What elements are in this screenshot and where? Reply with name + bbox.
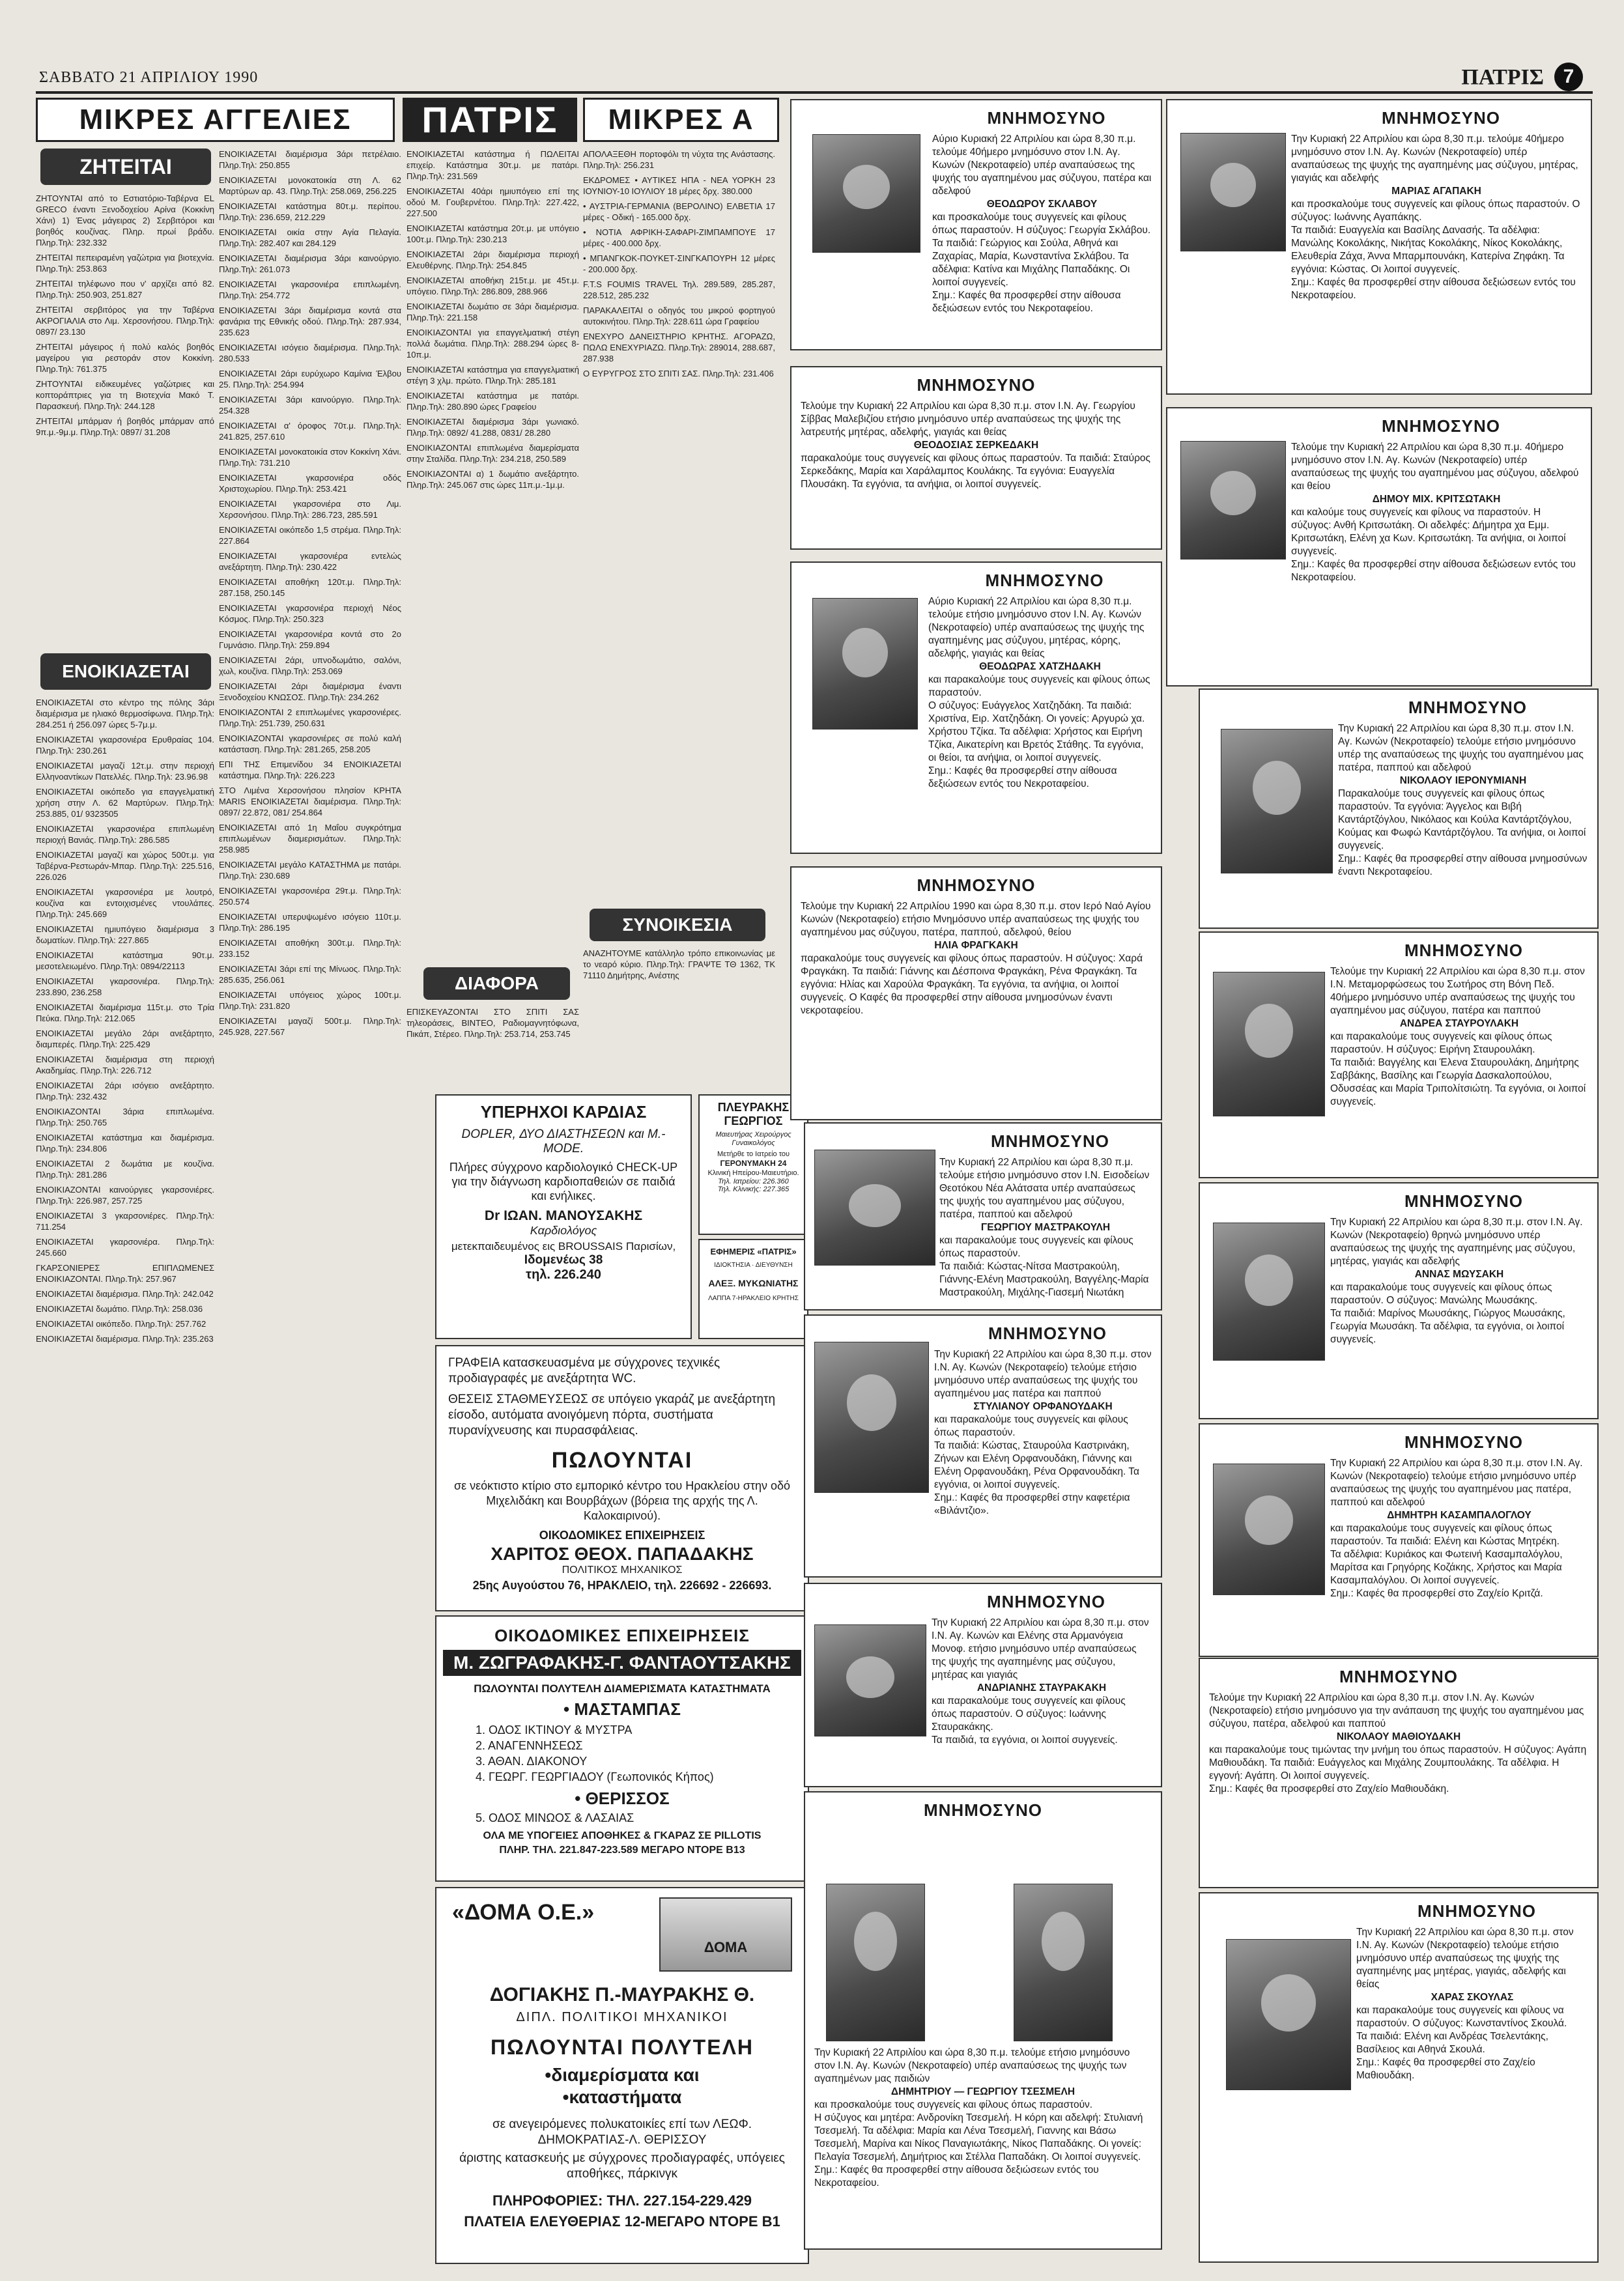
memorial-invitation: παρακαλούμε τους συγγενείς και φίλους όπως παραστούν. Η σύζυγος: Χαρά Φραγκάκη. Τα παιδιά: Γιάννης και Δέσποινα Φραγκάκη, Ρένα Φραγκάκη. Τα εγγόνια: Ηλίας και Χαρούλα Φραγκάκη. Τα εγγόνια, τα ανήψια, οι λοιποί συγγενείς. Ο Καφές θα προσφερθεί στην αίθουσα μνημοσύνων έναντι νεκροταφείου.	[801, 953, 1143, 1016]
portrait-photo	[1180, 133, 1286, 251]
column-misc	[406, 1006, 579, 1084]
memorial-notice	[804, 1791, 1162, 2250]
classified-ad: ΕΝΟΙΚΙΑΖΕΤΑΙ οικόπεδο για επαγγελματική χρήση στην Λ. 62 Μαρτύρων. Πληρ.Τηλ: 253.885, 01/ 9323505	[36, 787, 214, 819]
ad-zografakis-line1: ΠΩΛΟΥΝΤΑΙ ΠΟΛΥΤΕΛΗ ΔΙΑΜΕΡΙΣΜΑΤΑ ΚΑΤΑΣΤΗΜΑΤΑ	[474, 1682, 771, 1695]
classified-ad: ΕΝΟΙΚΙΑΖΕΤΑΙ ημιυπόγειο διαμέρισμα 3 δωματίων. Πληρ.Τηλ: 227.865	[36, 924, 214, 945]
ad-patris-name: ΑΛΕΞ. ΜΥΚΩΝΙΑΤΗΣ	[708, 1278, 799, 1288]
classified-ad: • ΜΠΑΝΓΚΟΚ-ΠΟΥΚΕΤ-ΣΙΝΓΚΑΠΟΥΡΗ 12 μέρες - 200.000 δρχ.	[583, 253, 775, 274]
memorial-invitation: και παρακαλούμε τους συγγενείς και φίλους να παραστούν. Ο σύζυγος: Κωνσταντίνος Σκουλά.	[1356, 2005, 1567, 2029]
classified-ad: ΕΝΟΙΚΙΑΖΕΤΑΙ από 1η Μαΐου συγκρότημα επιπλωμένων διαμερισμάτων. Πληρ.Τηλ: 258.985	[219, 823, 401, 855]
portrait-photo	[812, 134, 920, 253]
classified-ad: ΕΝΟΙΚΙΑΖΕΤΑΙ διαμέρισμα στη περιοχή Ακαδημίας. Πληρ.Τηλ: 226.712	[36, 1055, 214, 1075]
classified-ad: ΕΝΟΙΚΙΑΖΕΤΑΙ διαμέρισμα. Πληρ.Τηλ: 242.042	[36, 1289, 214, 1299]
memorial-note: Σημ.: Καφές θα προσφερθεί στην αίθουσα δεξιώσεων εντός του Νεκροταφείου.	[814, 2164, 1099, 2189]
classified-ad: ΕΝΟΙΚΙΑΖΕΤΑΙ στο κέντρο της πόλης 3άρι διαμέρισμα με ηλιακό θερμοσίφωνα. Πληρ.Τηλ: 284.251 ή 256.097 ώρες 5-7μ.μ.	[36, 698, 214, 730]
banner-classifieds-right: ΜΙΚΡΕΣ Α	[583, 98, 779, 142]
memorial-text: Την Κυριακή 22 Απριλίου και ώρα 8,30 π.μ. τελούμε 40ήμερο μνημόσυνο στον Ι.Ν. Αγ. Κωνών (Νεκροταφείο) υπέρ αναπαύσεως της ψυχής της αγαπημένης μας σύζυγου, μητέρας, γιαγιάς και αδελφής	[1291, 134, 1578, 184]
classified-ad: ΕΝΟΙΚΙΑΖΕΤΑΙ μαγαζί 12τ.μ. στην περιοχή Ελληνοαντίκων Πατελλές. Πληρ.Τηλ: 23.96.98	[36, 761, 214, 782]
ad-zografakis-area1: • ΜΑΣΤΑΜΠΑΣ	[563, 1699, 681, 1719]
ad-cardiology-title: ΥΠΕΡΗΧΟΙ ΚΑΡΔΙΑΣ	[480, 1102, 647, 1122]
classified-ad: ΕΝΟΙΚΙΑΖΕΤΑΙ 2άρι διαμέρισμα έναντι Ξενοδοχείου ΚΝΩΣΟΣ. Πληρ.Τηλ: 234.262	[219, 681, 401, 702]
classified-ad: ΕΝΟΙΚΙΑΖΕΤΑΙ διαμέρισμα 3άρι γωνιακό. Πληρ.Τηλ: 0892/ 41.288, 0831/ 28.280	[406, 417, 579, 438]
ad-papadakis-line3: σε νεόκτιστο κτίριο στο εμπορικό κέντρο του Ηρακλείου στην οδό Μιχελιδάκη και Βουρβάχων (βόρεια της αρχής της Λ. Καλοκαιρινού).	[453, 1479, 791, 1522]
memorial-notice	[1166, 407, 1592, 687]
memorial-text: Τελούμε την Κυριακή 22 Απριλίου και ώρα 8,30 π.μ. στον Ι.Ν. Αγ. Γεωργίου Σίββας Μαλεβιζίου ετήσιο μνημόσυνο υπέρ αναπαύσεως της ψυχής της λατρευτής μητέρας, αδελφής, γιαγιάς και θείας	[801, 401, 1135, 438]
ad-cardiology-tel: τηλ. 226.240	[526, 1268, 601, 1282]
memorial-name: ΜΑΡΙΑΣ ΑΓΑΠΑΚΗ	[1391, 186, 1481, 197]
memorial-text: Τελούμε την Κυριακή 22 Απριλίου 1990 και ώρα 8,30 π.μ. στον Ιερό Ναό Αγίου Κωνών (Νεκροταφείο) ετήσιο Μνημόσυνο υπέρ αναπαύσεως της ψυχής του αγαπημένου μας σύζυγου, πατέρα, παππού, αδελφού, θείου	[801, 901, 1151, 938]
ad-doma-logo: ΔΟΜΑ	[659, 1897, 792, 1972]
ad-plevrakis-tel1: Τηλ. Ιατρείου: 226.360	[718, 1178, 789, 1185]
memorial-text: Την Κυριακή 22 Απριλίου και ώρα 8,30 π.μ. στον Ι.Ν. Αγ. Κωνών (Νεκροταφείο) τελούμε ετήσιο μνημόσυνο υπέρ αναπαύσεως της ψυχής της αγαπημένης μας μητέρας, γιαγιάς, αδελφής και θείας	[1356, 1927, 1574, 1990]
ad-doma-line2: άριστης κατασκευής με σύγχρονες προδιαγραφές, υπόγειες αποθήκες, πάρκινγκ	[459, 2151, 785, 2181]
classified-ad: ΕΝΟΙΚΙΑΖΕΤΑΙ 2 δωμάτια με κουζίνα. Πληρ.Τηλ: 281.286	[36, 1159, 214, 1180]
classified-ad: ΕΝΟΙΚΙΑΖΕΤΑΙ γκαρσονιέρα. Πληρ.Τηλ: 233.890, 236.258	[36, 976, 214, 997]
ad-papadakis-address: 25ης Αυγούστου 76, ΗΡΑΚΛΕΙΟ, τηλ. 226692 - 226693.	[472, 1579, 772, 1592]
ad-patris-line1: ΙΔΙΟΚΤΗΣΙΑ · ΔΙΕΥΘΥΝΣΗ	[714, 1262, 793, 1269]
ad-cardiology-line1: DOPLER, ΔΥΟ ΔΙΑΣΤΗΣΕΩΝ και M.-MODE.	[461, 1127, 666, 1155]
memorial-title: ΜΝΗΜΟΣΥΝΟ	[1404, 1432, 1524, 1452]
column-for-rent-3	[406, 149, 579, 963]
memorial-notice	[1199, 931, 1599, 1178]
memorial-title: ΜΝΗΜΟΣΥΝΟ	[986, 1592, 1106, 1611]
memorial-name: ΘΕΟΔΩΡΟΥ ΣΚΛΑΒΟΥ	[986, 199, 1098, 210]
memorial-invitation: και παρακαλούμε τους συγγενείς και φίλους όπως παραστούν.	[939, 1235, 1133, 1259]
memorial-text: Την Κυριακή 22 Απριλίου και ώρα 8,30 π.μ. στον Ι.Ν. Αγ. Κωνών (Νεκροταφείο) τελούμε ετήσιο μνημόσυνο υπέρ αναπαύσεως της ψυχής του αγαπημένου μας πατέρα, παππού και αδελφού	[1330, 1458, 1583, 1508]
memorial-note: Σημ.: Καφές θα προσφερθεί στο Ζαχ/είο Μαθιουδάκη.	[1356, 2057, 1535, 2081]
memorial-text: Την Κυριακή 22 Απριλίου και ώρα 8,30 π.μ. στον Ι.Ν. Αγ. Κωνών (Νεκροταφείο) τελούμε ετήσιο μνημόσυνο υπέρ αναπαύσεως της ψυχής του αγαπημένου μας πατέρα και παππού	[934, 1349, 1152, 1399]
memorial-family: Τα παιδιά: Κώστας, Σταυρούλα Καστρινάκη, Ζήνων και Ελένη Ορφανουδάκη, Γιάννης και Ελένη Ορφανουδάκη, Ρένα Ορφανουδάκη. Τα εγγόνια, οι λοιποί συγγενείς.	[934, 1440, 1139, 1490]
classified-ad: ΕΝΟΙΚΙΑΖΕΤΑΙ γκαρσονιέρα περιοχή Νέος Κόσμος. Πληρ.Τηλ: 250.323	[219, 603, 401, 624]
column-for-rent-2	[219, 149, 401, 2273]
memorial-name: ΝΙΚΟΛΑΟΥ ΙΕΡΟΝΥΜΙΑΝΗ	[1399, 775, 1527, 786]
memorial-note: Σημ.: Καφές θα προσφερθεί στην καφετέρια «Βιλάντζιο».	[934, 1492, 1130, 1516]
classified-ad: ΕΝΟΙΚΙΑΖΕΤΑΙ δωμάτιο. Πληρ.Τηλ: 258.036	[36, 1304, 203, 1314]
column-excursions	[583, 149, 775, 904]
portrait-photo	[814, 1150, 935, 1266]
memorial-title: ΜΝΗΜΟΣΥΝΟ	[1408, 698, 1528, 717]
memorial-family: Τα παιδιά: Βαγγέλης και Έλενα Σταυρουλάκη, Δημήτρης Σαββάκης, Βασίλης και Γεωργία Δασκαλοπούλου, Οδυσσέας και Μαρία Τριπολίτσιώτη. Τα εγγόνια, οι λοιποί συγγενείς.	[1330, 1057, 1586, 1107]
classified-ad: F.T.S FOUMIS TRAVEL Τηλ. 289.589, 285.287, 228.512, 285.232	[583, 279, 775, 300]
memorial-name: ΧΑΡΑΣ ΣΚΟΥΛΑΣ	[1431, 1992, 1514, 2003]
ad-doma-l2: •καταστήματα	[562, 2087, 682, 2107]
ad-zografakis-tel: ΠΛΗΡ. ΤΗΛ. 221.847-223.589 ΜΕΓΑΡΟ ΝΤΟΡΕ Β13	[499, 1845, 745, 1856]
category-zitountai: ΖΗΤΕΙΤΑΙ	[40, 149, 211, 185]
classified-ad: ΕΝΟΙΚΙΑΖΕΤΑΙ 2άρι ευρύχωρο Καμίνια Έλβου 25. Πληρ.Τηλ: 254.994	[219, 369, 401, 390]
classified-ad: ΕΝΟΙΚΙΑΖΟΝΤΑΙ 2 επιπλωμένες γκαρσονιέρες. Πληρ.Τηλ: 251.739, 250.631	[219, 707, 401, 728]
ad-papadakis-line1: ΓΡΑΦΕΙΑ κατασκευασμένα με σύγχρονες τεχνικές προδιαγραφές με ανεξάρτητα WC.	[448, 1356, 720, 1385]
classified-ad: • ΑΥΣΤΡΙΑ-ΓΕΡΜΑΝΙΑ (ΒΕΡΟΛΙΝΟ) ΕΛΒΕΤΙΑ 17 μέρες - Οδική - 165.000 δρχ.	[583, 201, 775, 222]
ad-cardiology-address: Ιδομενέως 38	[524, 1253, 603, 1267]
classified-ad: ΓΚΑΡΣΟΝΙΕΡΕΣ ΕΠΙΠΛΩΜΕΝΕΣ ΕΝΟΙΚΙΑΖΟΝΤΑΙ. Πληρ.Τηλ: 257.967	[36, 1263, 214, 1284]
memorial-title: ΜΝΗΜΟΣΥΝΟ	[917, 875, 1036, 895]
ad-patris-address: ΛΑΠΠΑ 7-ΗΡΑΚΛΕΙΟ ΚΡΗΤΗΣ	[708, 1295, 799, 1302]
classified-ad: ΕΝΟΙΚΙΑΖΕΤΑΙ κατάστημα για επαγγελματική στέγη 3 χλμ. πρώτο. Πληρ.Τηλ: 285.181	[406, 365, 579, 386]
portrait-photo	[1213, 972, 1325, 1116]
ad-doma-line1: σε ανεγειρόμενες πολυκατοικίες επί των ΛΕΩΦ. ΔΗΜΟΚΡΑΤΙΑΣ-Λ. ΘΕΡΙΣΣΟΥ	[492, 2118, 752, 2147]
ad-plevrakis-line2: Κλινική Ηπείρου-Μαιευτήριο.	[707, 1169, 799, 1177]
memorial-text: Τελούμε την Κυριακή 22 Απριλίου και ώρα 8,30 π.μ. στον Ι.Ν. Αγ. Κωνών (Νεκροταφείο) ετήσιο μνημόσυνο για την ανάπαυση της ψυχής του αγαπημένου μας σύζυγου, πατέρα, αδελφού και παππού	[1209, 1692, 1584, 1729]
classified-ad: ΕΝΟΙΚΙΑΖΟΝΤΑΙ επιπλωμένα διαμερίσματα στην Σταλίδα. Πληρ.Τηλ: 234.218, 250.589	[406, 443, 579, 464]
classified-ad: ΕΝΟΙΚΙΑΖΕΤΑΙ αποθήκη 120τ.μ. Πληρ.Τηλ: 287.158, 250.145	[219, 577, 401, 598]
classified-ad: • ΝΟΤΙΑ ΑΦΡΙΚΗ-ΣΑΦΑΡΙ-ΖΙΜΠΑΜΠΟΥΕ 17 μέρες - 400.000 δρχ.	[583, 227, 775, 248]
ad-papadakis-spec: ΠΟΛΙΤΙΚΟΣ ΜΗΧΑΝΙΚΟΣ	[562, 1565, 683, 1576]
portrait-photo	[812, 598, 918, 730]
memorial-invitation: και παρακαλούμε τους συγγενείς και φίλους όπως παραστούν. Η σύζυγος: Ειρήνη Σταυρουλάκη.	[1330, 1031, 1552, 1055]
classified-ad: ΕΝΕΧΥΡΟ ΔΑΝΕΙΣΤΗΡΙΟ ΚΡΗΤΗΣ. ΑΓΟΡΑΖΩ, ΠΩΛΩ ΕΝΕΧΥΡΙΑΖΩ. Πληρ.Τηλ: 289014, 288.687, 287.938	[583, 332, 775, 363]
memorial-notice	[1199, 1892, 1599, 2263]
memorial-invitation: και παρακαλούμε τους συγγενείς και φίλους όπως παραστούν.	[934, 1414, 1128, 1438]
page-header	[39, 65, 1596, 91]
ad-zografakis-item: 3. ΑΘΑΝ. ΔΙΑΚΟΝΟΥ	[476, 1755, 588, 1768]
memorial-name: ΘΕΟΔΟΣΙΑΣ ΣΕΡΚΕΔΑΚΗ	[913, 440, 1039, 451]
classified-ad: ΕΝΟΙΚΙΑΖΕΤΑΙ 3άρι επί της Μίνωος. Πληρ.Τηλ: 285.635, 256.061	[219, 964, 401, 985]
portrait-photo	[1014, 1884, 1113, 2041]
portrait-photo	[1213, 1223, 1325, 1361]
column-for-rent	[36, 697, 214, 2273]
ad-doma-spec: ΔΙΠΛ. ΠΟΛΙΤΙΚΟΙ ΜΗΧΑΝΙΚΟΙ	[516, 2010, 728, 2024]
memorial-notice	[1199, 1658, 1599, 1888]
classified-ad: ΕΝΟΙΚΙΑΖΕΤΑΙ οικόπεδο. Πληρ.Τηλ: 257.762	[36, 1319, 207, 1329]
ad-patris-title: ΕΦΗΜΕΡΙΣ «ΠΑΤΡΙΣ»	[710, 1247, 797, 1256]
memorial-notice	[1166, 99, 1592, 395]
banner-classifieds-left: ΜΙΚΡΕΣ ΑΓΓΕΛΙΕΣ	[36, 98, 395, 142]
ad-plevrakis-tel2: Τηλ. Κλινικής: 227.365	[717, 1185, 790, 1193]
ad-plevrakis-line1: Μετήρθε το Ιατρείο του	[717, 1150, 790, 1158]
ad-doma-big: ΠΩΛΟΥΝΤΑΙ ΠΟΛΥΤΕΛΗ	[490, 2035, 754, 2059]
classified-ad: ΕΝΟΙΚΙΑΖΕΤΑΙ κατάστημα και διαμέρισμα. Πληρ.Τηλ: 234.806	[36, 1133, 214, 1154]
memorial-invitation: και παρακαλούμε τους συγγενείς και φίλους όπως παραστούν. Τα παιδιά: Ελένη και Κώστας Μητρέκη.	[1330, 1523, 1560, 1547]
category-enoikiazetai: ΕΝΟΙΚΙΑΖΕΤΑΙ	[40, 653, 211, 690]
ad-doma-name: ΔΟΓΙΑΚΗΣ Π.-ΜΑΥΡΑΚΗΣ Θ.	[489, 1984, 755, 2005]
memorial-title: ΜΝΗΜΟΣΥΝΟ	[1381, 108, 1501, 128]
memorial-note: Σημ.: Καφές θα προσφερθεί στην αίθουσα δεξιώσεων εντός του Νεκροταφείου.	[1291, 277, 1576, 301]
classified-ad: ΣΤΟ Λιμένα Χερσονήσου πλησίον ΚΡΗΤΑ MARIS ΕΝΟΙΚΙΑΖΕΤΑΙ διαμέρισμα. Πληρ.Τηλ: 0897/ 22.872, 081/ 254.864	[219, 786, 401, 817]
ad-zografakis-item: 4. ΓΕΩΡΓ. ΓΕΩΡΓΙΑΔΟΥ (Γεωπονικός Κήπος)	[476, 1770, 714, 1783]
memorial-title: ΜΝΗΜΟΣΥΝΟ	[987, 108, 1106, 128]
classified-ad: ΕΚΔΡΟΜΕΣ • ΑΥΤΙΚΕΣ ΗΠΑ - ΝΕΑ ΥΟΡΚΗ 23 ΙΟΥΝΙΟΥ-10 ΙΟΥΛΙΟΥ 18 μέρες δρχ. 380.000	[583, 175, 775, 196]
portrait-photo	[1180, 441, 1286, 560]
memorial-family: Τα παιδιά: Μαρίνος Μωυσάκης, Γιώργος Μωυσάκης, Γεωργία Μωυσάκη. Τα αδέλφια, τα εγγόνια, οι λοιποί συγγενείς.	[1330, 1308, 1565, 1345]
ad-cardiology-spec: Καρδιολόγος	[530, 1224, 597, 1237]
memorial-notice	[804, 1583, 1162, 1787]
ad-zografakis-name: Μ. ΖΩΓΡΑΦΑΚΗΣ-Γ. ΦΑΝΤΑΟΥΤΣΑΚΗΣ	[443, 1650, 801, 1676]
memorial-notice	[804, 1122, 1162, 1311]
classified-ad: ΕΝΟΙΚΙΑΖΕΤΑΙ γκαρσονιέρα επιπλωμένη περιοχή Βανιάς. Πληρ.Τηλ: 286.585	[36, 824, 214, 845]
memorial-family: Τα αδέλφια: Κυριάκος και Φωτεινή Κασαμπαλόγλου, Μαρίτσα και Γρηγόρης Κοζάκης, Χρήστος και Μαρία Κασαμπαλόγλου. Οι λοιποί συγγενείς.	[1330, 1549, 1563, 1586]
memorial-invitation: και παρακαλούμε τους συγγενείς και φίλους όπως παραστούν. Ο σύζυγος: Μανώλης Μωυσάκης.	[1330, 1282, 1552, 1306]
classified-ad: ΕΝΟΙΚΙΑΖΟΝΤΑΙ για επαγγελματική στέγη πολλά δωμάτια. Πληρ.Τηλ: 288.294 ώρες 8-10π.μ.	[406, 328, 579, 360]
classified-ad: ΠΑΡΑΚΑΛΕΙΤΑΙ ο οδηγός του μικρού φορτηγού αυτοκινήτου. Πληρ.Τηλ: 228.611 ώρα Γραφείου	[583, 305, 775, 326]
ad-zografakis-company: ΟΙΚΟΔΟΜΙΚΕΣ ΕΠΙΧΕΙΡΗΣΕΙΣ	[494, 1626, 750, 1645]
memorial-text: Την Κυριακή 22 Απριλίου και ώρα 8,30 π.μ. τελούμε ετήσιο μνημόσυνο στον Ι.Ν. Αγ. Κωνών (Νεκροταφείο) υπέρ αναπαύσεως της ψυχής των αγαπημένων μας παιδιών	[814, 2047, 1130, 2084]
ad-patris-info	[698, 1239, 808, 1339]
memorial-name: ΑΝΝΑΣ ΜΩΥΣΑΚΗ	[1414, 1269, 1504, 1280]
ad-cardiology-doctor: Dr ΙΩΑΝ. ΜΑΝΟΥΣΑΚΗΣ	[484, 1208, 643, 1223]
classified-ad: ΕΝΟΙΚΙΑΖΕΤΑΙ κατάστημα 90τ.μ. μεσοτελειωμένο. Πληρ.Τηλ: 0894/22113	[36, 950, 214, 971]
header-rule	[36, 91, 1593, 94]
ad-zografakis-line2: ΟΛΑ ΜΕ ΥΠΟΓΕΙΕΣ ΑΠΟΘΗΚΕΣ & ΓΚΑΡΑΖ ΣΕ PILLOTIS	[483, 1830, 762, 1841]
column-marriage	[583, 948, 775, 1078]
classified-ad: ΕΝΟΙΚΙΑΖΕΤΑΙ μαγαζί 500τ.μ. Πληρ.Τηλ: 245.928, 227.567	[219, 1016, 401, 1037]
memorial-name: ΔΗΜΗΤΡΙΟΥ — ΓΕΩΡΓΙΟΥ ΤΣΕΣΜΕΛΗ	[890, 2086, 1076, 2097]
classified-ad: ΕΝΟΙΚΙΑΖΟΝΤΑΙ καινούργιες γκαρσονιέρες. Πληρ.Τηλ: 226.987, 257.725	[36, 1185, 214, 1206]
classified-ad: ΖΗΤΟΥΝΤΑΙ από το Εστιατόριο-Ταβέρνα EL GRECO έναντι Ξενοδοχείου Αρίνα (Κοκκίνη Χάνι) 1) Ένας μάγειρας 2) Σερβιτόροι και βοηθός κουζίνας. Πληρ. πρωί βράδυ. Πληρ.Τηλ: 232.332	[36, 193, 214, 248]
classified-ad: ΕΝΟΙΚΙΑΖΕΤΑΙ 2άρι διαμέρισμα περιοχή Ελευθέρνης. Πληρ.Τηλ: 254.845	[406, 249, 579, 270]
memorial-text: Τελούμε την Κυριακή 22 Απριλίου και ώρα 8,30 π.μ. στον Ι.Ν. Μεταμορφώσεως του Σωτήρος στη Βόνη Πεδ. 40ήμερο μνημόσυνο υπέρ αναπαύσεως της ψυχής του αγαπημένου μας σύζυγου, πατέρα και παππού	[1330, 966, 1585, 1016]
memorial-family: Τα παιδιά: Ευαγγελία και Βασίλης Δανασής. Τα αδέλφια: Μανώλης Κοκολάκης, Νικήτας Κοκολάκης, Νίκος Κοκολάκης, Ελευθερία Ζάχα, Άννα Μπαρμπουνάκη, Κατερίνα Ζηφάκη. Τα εγγόνια: Κώστας. Οι λοιποί συγγενείς.	[1291, 225, 1565, 275]
memorial-title: ΜΝΗΜΟΣΥΝΟ	[1404, 1191, 1524, 1211]
classified-ad: ΖΗΤΕΙΤΑΙ πεπειραμένη γαζώτρια για βιοτεχνία. Πληρ.Τηλ: 253.863	[36, 253, 214, 274]
classified-ad: ΕΝΟΙΚΙΑΖΕΤΑΙ αποθήκη 215τ.μ. με 45τ.μ. υπόγειο. Πληρ.Τηλ: 286.809, 288.966	[406, 276, 579, 296]
category-diafora: ΔΙΑΦΟΡΑ	[423, 967, 570, 1000]
classified-ad: ΕΝΟΙΚΙΑΖΕΤΑΙ ισόγειο διαμέρισμα. Πληρ.Τηλ: 280.533	[219, 343, 401, 363]
memorial-name: ΗΛΙΑ ΦΡΑΓΚΑΚΗ	[934, 940, 1018, 951]
classified-ad: ΕΝΟΙΚΙΑΖΕΤΑΙ υπερυψωμένο ισόγειο 110τ.μ. Πληρ.Τηλ: 286.195	[219, 912, 401, 933]
classified-ad: ΕΝΟΙΚΙΑΖΕΤΑΙ οικία στην Αγία Πελαγία. Πληρ.Τηλ: 282.407 και 284.129	[219, 227, 401, 248]
column-wanted	[36, 193, 214, 649]
classified-ad: ΕΝΟΙΚΙΑΖΕΤΑΙ 2άρι, υπνοδωμάτιο, σαλόνι, χωλ, κουζίνα. Πληρ.Τηλ: 253.069	[219, 655, 401, 676]
classified-ad: ΖΗΤΕΙΤΑΙ σερβιτόρος για την Ταβέρνα ΑΚΡΟΓΙΑΛΙΑ στο Λιμ. Χερσονήσου. Πληρ.Τηλ: 0897/ 23.130	[36, 305, 214, 337]
ad-plevrakis-title: ΠΛΕΥΡΑΚΗΣ ΓΕΩΡΓΙΟΣ	[717, 1101, 790, 1127]
memorial-name: ΔΗΜΗΤΡΗ ΚΑΣΑΜΠΑΛΟΓΛΟΥ	[1387, 1510, 1531, 1521]
ad-zografakis-item: 2. ΑΝΑΓΕΝΝΗΣΕΩΣ	[476, 1739, 583, 1752]
memorial-title: ΜΝΗΜΟΣΥΝΟ	[923, 1800, 1043, 1820]
classified-ad: ΕΝΟΙΚΙΑΖΕΤΑΙ γκαρσονιέρα Ερυθραίας 104. Πληρ.Τηλ: 230.261	[36, 735, 214, 756]
memorial-name: ΣΤΥΛΙΑΝΟΥ ΟΡΦΑΝΟΥΔΑΚΗ	[973, 1401, 1113, 1412]
classified-ad: ΕΝΟΙΚΙΑΖΕΤΑΙ μονοκατοικία στον Κοκκίνη Χάνι. Πληρ.Τηλ: 731.210	[219, 447, 401, 468]
classified-ad: ΕΝΟΙΚΙΑΖΕΤΑΙ γκαρσονιέρα. Πληρ.Τηλ: 245.660	[36, 1237, 214, 1258]
classified-ad: ΕΝΟΙΚΙΑΖΕΤΑΙ οικόπεδο 1,5 στρέμα. Πληρ.Τηλ: 227.864	[219, 525, 401, 546]
memorial-text: Την Κυριακή 22 Απριλίου και ώρα 8,30 π.μ. στον Ι.Ν. Αγ. Κωνών (Νεκροταφείο) τελούμε ετήσιο μνημόσυνο υπέρ της αναπαύσεως της ψυχής του αγαπημένου μας πατέρα, παππού και αδελφού	[1338, 723, 1584, 773]
ad-doma-tel: ΠΛΗΡΟΦΟΡΙΕΣ: ΤΗΛ. 227.154-229.429	[492, 2192, 752, 2209]
memorial-title: ΜΝΗΜΟΣΥΝΟ	[1417, 1901, 1537, 1921]
masthead: ΠΑΤΡΙΣ	[1461, 65, 1544, 89]
classified-ad: ΕΝΟΙΚΙΑΖΕΤΑΙ γκαρσονιέρα με λουτρό, κουζίνα και εντοιχισμένες ντουλάπες. Πληρ.Τηλ: 245.669	[36, 887, 214, 919]
classified-ad: ΕΝΟΙΚΙΑΖΕΤΑΙ γκαρσονιέρα 29τ.μ. Πληρ.Τηλ: 250.574	[219, 886, 401, 907]
classified-ad: ΕΝΟΙΚΙΑΖΕΤΑΙ α' όροφος 70τ.μ. Πληρ.Τηλ: 241.825, 257.610	[219, 421, 401, 442]
classified-ad: ΕΝΟΙΚΙΑΖΕΤΑΙ μεγάλο 2άρι ανεξάρτητο, διαμπερές. Πληρ.Τηλ: 225.429	[36, 1028, 214, 1049]
classified-ad: ΖΗΤΕΙΤΑΙ μάγειρος ή πολύ καλός βοηθός μαγείρου για ρεστοράν στον Κοκκίνη. Πληρ.Τηλ: 761.375	[36, 342, 214, 374]
ad-plevrakis-spec: Μαιευτήρας Χειρούργος Γυναικολόγος	[715, 1131, 791, 1147]
memorial-family: Τα παιδιά: Ελένη και Ανδρέας Τσελεντάκης, Βασίλειος και Αθηνά Σκουλά.	[1356, 2031, 1548, 2055]
memorial-invitation: και παρακαλούμε τους τιμώντας την μνήμη του όπως παραστούν. Η σύζυγος: Αγάπη Μαθιουδάκη. Τα παιδιά: Ευάγγελος και Μιχάλης Ζουμπουλάκης. Τα αδέλφια. Η εγγονή: Αγάπη. Οι λοιποί συγγενείς.	[1209, 1744, 1587, 1781]
classified-ad: ΖΗΤΕΙΤΑΙ τηλέφωνο που ν' αρχίζει από 82. Πληρ.Τηλ: 250.903, 251.827	[36, 279, 214, 300]
memorial-notice	[1199, 688, 1599, 929]
classified-ad: ΕΝΟΙΚΙΑΖΕΤΑΙ δωμάτιο σε 3άρι διαμέρισμα. Πληρ.Τηλ: 221.158	[406, 302, 579, 322]
ad-zografakis-area2: • ΘΕΡΙΣΣΟΣ	[575, 1789, 670, 1808]
memorial-invitation: και παρακαλούμε τους συγγενείς και φίλους όπως παραστούν. Ο σύζυγος: Ιωάννης Σταυρακάκης.	[932, 1695, 1126, 1733]
memorial-note: Σημ.: Καφές θα προσφερθεί στην αίθουσα δεξιώσεων εντός του Νεκροταφείου.	[932, 290, 1121, 314]
ad-papadakis-company: ΟΙΚΟΔΟΜΙΚΕΣ ΕΠΙΧΕΙΡΗΣΕΙΣ	[539, 1529, 705, 1542]
portrait-photo	[814, 1342, 929, 1493]
classified-ad: ΕΝΟΙΚΙΑΖΕΤΑΙ 40άρι ημιυπόγειο επί της οδού Μ. Γουβερνέτου. Πληρ.Τηλ: 227.422, 227.500	[406, 186, 579, 218]
memorial-note: Σημ.: Καφές θα προσφερθεί στο Ζαχ/είο Μαθιουδάκη.	[1209, 1783, 1449, 1794]
memorial-family: Τα παιδιά, τα εγγόνια, οι λοιποί συγγενείς.	[932, 1735, 1118, 1746]
classified-ad: ΕΝΟΙΚΙΑΖΕΤΑΙ κατάστημα 20τ.μ. με υπόγειο 100τ.μ. Πληρ.Τηλ: 230.213	[406, 223, 579, 244]
memorial-name: ΑΝΔΡΕΑ ΣΤΑΥΡΟΥΛΑΚΗ	[1399, 1018, 1519, 1029]
memorial-note: Σημ.: Καφές θα προσφερθεί στην αίθουσα δεξιώσεων εντός του Νεκροταφείου.	[1291, 559, 1576, 583]
memorial-invitation: Παρακαλούμε τους συγγενείς και φίλους όπως παραστούν. Τα εγγόνια: Άγγελος και Βιβή Καντάρτζόγλου, Νικόλαος και Κούλα Καντάρτζόγλου, Κούμας και Φωφώ Καντάρτζόγλου. Τα ανήψια, οι λοιποί συγγενείς.	[1338, 788, 1586, 851]
classified-ad: ΕΝΟΙΚΙΑΖΕΤΑΙ μεγάλο ΚΑΤΑΣΤΗΜΑ με πατάρι. Πληρ.Τηλ: 230.689	[219, 860, 401, 881]
category-synoikesia: ΣΥΝΟΙΚΕΣΙΑ	[590, 909, 765, 941]
memorial-notice	[790, 561, 1162, 854]
ad-cardiology-line3: μετεκπαιδευμένος εις BROUSSAIS Παρισίων,	[451, 1240, 676, 1253]
classified-ad: ΖΗΤΕΙΤΑΙ μπάρμαν ή βοηθός μπάρμαν από 9π.μ.-9μ.μ. Πληρ.Τηλ: 0897/ 31.208	[36, 416, 214, 437]
classified-ad: ΖΗΤΟΥΝΤΑΙ ειδικευμένες γαζώτριες και κοπτοράπτριες για τη Βιοτεχνία Μακό Τ. Παρασκευή. Πληρ.Τηλ: 244.128	[36, 379, 214, 411]
ad-papadakis-name: ΧΑΡΙΤΟΣ ΘΕΟΧ. ΠΑΠΑΔΑΚΗΣ	[491, 1544, 754, 1564]
classified-ad: ΕΝΟΙΚΙΑΖΟΝΤΑΙ 3άρια επιπλωμένα. Πληρ.Τηλ: 250.765	[36, 1107, 214, 1127]
classified-ad: ΕΠΙΣΚΕΥΑΖΟΝΤΑΙ ΣΤΟ ΣΠΙΤΙ ΣΑΣ τηλεοράσεις, ΒΙΝΤΕΟ, Ραδιομαγνητόφωνα, Πικάπ, Στέρεο. Πληρ.Τηλ: 253.714, 253.745	[406, 1007, 579, 1039]
memorial-title: ΜΝΗΜΟΣΥΝΟ	[1404, 941, 1524, 960]
classified-ad: ΕΝΟΙΚΙΑΖΕΤΑΙ 3άρι διαμέρισμα κοντά στα φανάρια της Εθνικής οδού. Πληρ.Τηλ: 287.934, 235.623	[219, 305, 401, 337]
memorial-family: Η σύζυγος και μητέρα: Ανδρονίκη Τσεσμελή. Η κόρη και αδελφή: Στυλιανή Τσεσμελή. Τα αδέλφια: Μαρία και Λένα Τσεσμελή, Γιαννης και Βάσω Τσεσμελή, Μαρίνα και Νίκος Παναγιωτάκης, Νίκος Παπαδάκης. Οι γονείς: Πελαγία Τσεσμελή, Δημήτριος και Στέλλα Παπαδάκη. Οι λοιποί συγγενείς.	[814, 2112, 1143, 2162]
ad-plevrakis-address: ΓΕΡΟΝΥΜΑΚΗ 24	[720, 1159, 787, 1168]
classified-ad: ΕΝΟΙΚΙΑΖΕΤΑΙ γκαρσονιέρα οδός Χριστοχωρίου. Πληρ.Τηλ: 253.421	[219, 473, 401, 494]
memorial-title: ΜΝΗΜΟΣΥΝΟ	[1381, 416, 1501, 436]
memorial-name: ΔΗΜΟΥ ΜΙΧ. ΚΡΙΤΣΩΤΑΚΗ	[1372, 494, 1501, 505]
memorial-note: Σημ.: Καφές θα προσφερθεί στο Ζαχ/είο Κριτζά.	[1330, 1588, 1543, 1599]
classified-ad: ΑΠΟΛΑΞΕΘΗ πορτοφόλι τη νύχτα της Ανάστασης. Πληρ.Τηλ: 256.231	[583, 149, 775, 170]
portrait-photo	[1226, 1939, 1351, 2090]
ad-zografakis-item5: 5. ΟΔΟΣ ΜΙΝΩΟΣ & ΛΑΣΑΙΑΣ	[476, 1811, 634, 1824]
memorial-invitation: παρακαλούμε τους συγγενείς και φίλους όπως παραστούν. Τα παιδιά: Σταύρος Σερκεδάκης, Μαρία και Χαράλαμπος Κουλάκης. Τα εγγόνια: Ευαγγελία Πλουσάκη. Τα εγγόνια, τα ανήψια, οι λοιποί συγγενείς.	[801, 453, 1151, 490]
issue-date: ΣΑΒΒΑΤΟ 21 ΑΠΡΙΛΙΟΥ 1990	[39, 69, 259, 86]
ad-doma	[435, 1887, 809, 2264]
portrait-photo	[1213, 1464, 1325, 1595]
memorial-invitation: και προσκαλούμε τους συγγενείς και φίλους όπως παραστούν. Ο σύζυγος: Ιωάννης Αγαπάκης.	[1291, 199, 1580, 223]
memorial-title: ΜΝΗΜΟΣΥΝΟ	[988, 1324, 1107, 1343]
memorial-text: Αύριο Κυριακή 22 Απριλίου και ώρα 8,30 π.μ. τελούμε ετήσιο μνημόσυνο στον Ι.Ν. Αγ. Κωνών (Νεκροταφείο) υπέρ αναπαύσεως της ψυχής της αγαπημένης μας σύζυγου, μητέρας, κόρης, αδελφής, γιαγιάς και θείας	[928, 596, 1145, 659]
ad-doma-l1: •διαμερίσματα και	[545, 2065, 700, 2085]
ad-papadakis	[435, 1345, 809, 1611]
portrait-photo	[826, 1884, 925, 2041]
ad-papadakis-big: ΠΩΛΟΥΝΤΑΙ	[551, 1448, 693, 1473]
memorial-text: Την Κυριακή 22 Απριλίου και ώρα 8,30 π.μ. στον Ι.Ν. Αγ. Κωνών και Ελένης στα Αρμανόγεια Μονοφ. ετήσιο μνημόσυνο υπέρ αναπαύσεως της ψυχής της αγαπημένης μας σύζυγου, μητέρας και γιαγιάς	[932, 1617, 1149, 1680]
classified-ad: ΕΝΟΙΚΙΑΖΕΤΑΙ διαμέρισμα 115τ.μ. στο Τρία Πεύκα. Πληρ.Τηλ: 212.065	[36, 1002, 214, 1023]
memorial-note: Σημ.: Καφές θα προσφερθεί στην αίθουσα δεξιώσεων εντός του Νεκροταφείου.	[928, 765, 1117, 789]
memorial-notice	[1199, 1423, 1599, 1657]
portrait-photo	[814, 1624, 926, 1736]
classified-ad: ΕΝΟΙΚΙΑΖΕΤΑΙ κατάστημα με πατάρι. Πληρ.Τηλ: 280.890 ώρες Γραφείου	[406, 391, 579, 412]
memorial-family: Τα παιδιά: Κώστας-Νίτσα Μαστρακούλη, Γιάννης-Ελένη Μαστρακούλη, Βαγγέλης-Μαρία Μαστρακούλη, Μιχάλης-Γιασεμή Νιωτάκη	[939, 1261, 1149, 1298]
classified-ad: ΕΝΟΙΚΙΑΖΕΤΑΙ μαγαζί και χώρος 500τ.μ. για Ταβέρνα-Ρεστωράν-Μπαρ. Πληρ.Τηλ: 225.516, 226.026	[36, 850, 214, 882]
memorial-text: Την Κυριακή 22 Απριλίου και ώρα 8,30 π.μ. τελούμε ετήσιο μνημόσυνο στον Ι.Ν. Εισοδείων Θεοτόκου Νέα Αλάτσατα υπέρ αναπαύσεως της ψυχής του αγαπημένου μας σύζυγου, πατέρα, παππού και αδελφού	[939, 1157, 1150, 1220]
memorial-note: Σημ.: Καφές θα προσφερθεί στην αίθουσα μνημοσύνων έναντι Νεκροταφείου.	[1338, 853, 1588, 877]
classified-ad: ΕΝΟΙΚΙΑΖΕΤΑΙ γκαρσονιέρα στο Λιμ. Χερσονήσου. Πληρ.Τηλ: 286.723, 285.591	[219, 499, 401, 520]
classified-ad: ΕΝΟΙΚΙΑΖΕΤΑΙ γκαρσονιέρα εντελώς ανεξάρτητη. Πληρ.Τηλ: 230.422	[219, 551, 401, 572]
memorial-invitation: και παρακαλούμε τους συγγενείς και φίλους όπως παραστούν.	[928, 674, 1150, 698]
classified-ad: ΑΝΑΖΗΤΟΥΜΕ κατάλληλο τρόπο επικοινωνίας με το νεαρό κύριο. Πληρ.Τηλ: ΓΡΑΨΤΕ ΤΘ 1362, ΤΚ 71110 Δημήτρης, Ανέστης	[583, 948, 775, 980]
classified-ad: ΕΝΟΙΚΙΑΖΟΝΤΑΙ γκαρσονιέρες σε πολύ καλή κατάσταση. Πληρ.Τηλ: 281.265, 258.205	[219, 733, 401, 754]
memorial-name: ΓΕΩΡΓΙΟΥ ΜΑΣΤΡΑΚΟΥΛΗ	[980, 1222, 1111, 1233]
memorial-family: Ο σύζυγος: Ευάγγελος Χατζηδάκη. Τα παιδιά: Χριστίνα, Ειρ. Χατζηδάκη. Οι γονείς: Αργυρώ χα. Χρήστου Τζίκα. Τα αδέλφια: Χρήστος και Ειρήνη Τζίκα, Αικατερίνη και Βρετός Στάθης. Τα εγγόνια, οι θείοι, τα ανήψια, οι λοιποί συγγενείς.	[928, 700, 1145, 763]
memorial-notice	[790, 366, 1162, 550]
classified-ad: ΕΝΟΙΚΙΑΖΟΝΤΑΙ α) 1 δωμάτιο ανεξάρτητο. Πληρ.Τηλ: 245.067 στις ώρες 11π.μ.-1μ.μ.	[406, 469, 579, 490]
classified-ad: ΕΝΟΙΚΙΑΖΕΤΑΙ 2άρι ισόγειο ανεξάρτητο. Πληρ.Τηλ: 232.432	[36, 1081, 214, 1101]
ad-cardiology	[435, 1094, 692, 1339]
memorial-invitation: και καλούμε τους συγγενείς και φίλους να παραστούν. Η σύζυγος: Ανθή Κριτσωτάκη. Οι αδελφές: Δήμητρα χα Εμμ. Κριτσωτάκη, Ελένη χα Κων. Κριτσωτάκη. Τα ανήψια, οι λοιποί συγγενείς.	[1291, 507, 1566, 557]
portrait-photo	[1221, 729, 1333, 873]
ad-doma-address: ΠΛΑΤΕΙΑ ΕΛΕΥΘΕΡΙΑΣ 12-ΜΕΓΑΡΟ ΝΤΟΡΕ Β1	[464, 2213, 780, 2230]
classified-ad: ΕΝΟΙΚΙΑΖΕΤΑΙ υπόγειος χώρος 100τ.μ. Πληρ.Τηλ: 231.820	[219, 990, 401, 1011]
memorial-invitation: και προσκαλούμε τους συγγενείς και φίλους όπως παραστούν.	[814, 2099, 1093, 2110]
memorial-text: Αύριο Κυριακή 22 Απριλίου και ώρα 8,30 π.μ. τελούμε 40ήμερο μνημόσυνο στον Ι.Ν. Αγ. Κωνών (Νεκροταφείο) υπέρ αναπαύσεως της ψυχής του αγαπημένου μας σύζυγου, πατέρα και αδελφού	[932, 134, 1152, 197]
classified-ad: ΕΝΟΙΚΙΑΖΕΤΑΙ γκαρσονιέρα επιπλωμένη. Πληρ.Τηλ: 254.772	[219, 279, 401, 300]
classified-ad: ΕΠΙ ΤΗΣ Επιμενίδου 34 ΕΝΟΙΚΙΑΖΕΤΑΙ κατάστημα. Πληρ.Τηλ: 226.223	[219, 759, 401, 780]
classified-ad: ΕΝΟΙΚΙΑΖΕΤΑΙ κατάστημα 80τ.μ. περίπου. Πληρ.Τηλ: 236.659, 212.229	[219, 201, 401, 222]
memorial-notice	[804, 1314, 1162, 1578]
classified-ad: ΕΝΟΙΚΙΑΖΕΤΑΙ αποθήκη 300τ.μ. Πληρ.Τηλ: 233.152	[219, 938, 401, 959]
classified-ad: ΕΝΟΙΚΙΑΖΕΤΑΙ διαμέρισμα 3άρι πετρέλαιο. Πληρ.Τηλ: 250.855	[219, 149, 401, 170]
ad-doma-title: «ΔΟΜΑ Ο.Ε.»	[452, 1900, 595, 1925]
memorial-title: ΜΝΗΜΟΣΥΝΟ	[1339, 1667, 1459, 1686]
ad-zografakis-items	[476, 1722, 808, 1785]
classified-ad: ΕΝΟΙΚΙΑΖΕΤΑΙ γκαρσονιέρα κοντά στο 2ο Γυμνάσιο. Πληρ.Τηλ: 259.894	[219, 629, 401, 650]
memorial-notice	[1199, 1182, 1599, 1419]
classified-ad: Ο ΕΥΡΥΓΡΟΣ ΣΤΟ ΣΠΙΤΙ ΣΑΣ. Πληρ.Τηλ: 231.406	[583, 369, 774, 378]
classified-ad: ΕΝΟΙΚΙΑΖΕΤΑΙ 3 γκαρσονιέρες. Πληρ.Τηλ: 711.254	[36, 1211, 214, 1232]
memorial-text: Τελούμε την Κυριακή 22 Απριλίου και ώρα 8,30 π.μ. 40ήμερο μνημόσυνο στον Ι.Ν. Αγ. Κωνών (Νεκροταφείο) υπέρ αναπαύσεως της ψυχής του αγαπημένου μας σύζυγου, αδελφού και θείου	[1291, 442, 1579, 492]
ad-cardiology-line2: Πλήρες σύγχρονο καρδιολογικό CHECK-UP για την διάγνωση καρδιοπαθειών σε παιδιά και ενήλικες.	[449, 1161, 678, 1202]
memorial-name: ΘΕΟΔΩΡΑΣ ΧΑΤΖΗΔΑΚΗ	[979, 661, 1101, 672]
classified-ad: ΕΝΟΙΚΙΑΖΕΤΑΙ διαμέρισμα. Πληρ.Τηλ: 235.263	[36, 1334, 214, 1344]
ad-papadakis-line2: ΘΕΣΕΙΣ ΣΤΑΘΜΕΥΣΕΩΣ σε υπόγειο γκαράζ με ανεξάρτητη είσοδο, αυτόματα ανοιγόμενη πόρτα, συστήματα πυρανίχνευσης και πυρασφάλειας.	[448, 1393, 776, 1438]
memorial-name: ΑΝΔΡΙΑΝΗΣ ΣΤΑΥΡΑΚΑΚΗ	[976, 1682, 1107, 1693]
memorial-notice	[790, 99, 1162, 350]
ad-zografakis	[435, 1615, 809, 1882]
page-number: 7	[1554, 63, 1583, 91]
classified-ad: ΕΝΟΙΚΙΑΖΕΤΑΙ μονοκατοικία στη Λ. 62 Μαρτύρων αρ. 43. Πληρ.Τηλ: 258.069, 256.225	[219, 175, 401, 196]
classified-ad: ΕΝΟΙΚΙΑΖΕΤΑΙ 3άρι καινούργιο. Πληρ.Τηλ: 254.328	[219, 395, 401, 416]
memorial-title: ΜΝΗΜΟΣΥΝΟ	[985, 571, 1104, 590]
memorial-name: ΝΙΚΟΛΑΟΥ ΜΑΘΙΟΥΔΑΚΗ	[1336, 1731, 1461, 1742]
memorial-text: Την Κυριακή 22 Απριλίου και ώρα 8,30 π.μ. στον Ι.Ν. Αγ. Κωνών (Νεκροταφείο) θρηνώ μνημόσυνο υπέρ αναπαύσεως της ψυχής της αγαπημένης μας σύζυγου, μητέρας, γιαγιάς και αδελφής	[1330, 1217, 1583, 1267]
memorial-title: ΜΝΗΜΟΣΥΝΟ	[990, 1131, 1110, 1151]
memorial-invitation: και προσκαλούμε τους συγγενείς και φίλους όπως παραστούν. Η σύζυγος: Γεωργία Σκλάβου.	[932, 212, 1151, 236]
memorial-notice	[790, 866, 1162, 1120]
ad-zografakis-item: 1. ΟΔΟΣ ΙΚΤΙΝΟΥ & ΜΥΣΤΡΑ	[476, 1723, 633, 1736]
memorial-title: ΜΝΗΜΟΣΥΝΟ	[917, 375, 1036, 395]
banner-patris: ΠΑΤΡΙΣ	[403, 98, 577, 142]
memorial-family: Τα παιδιά: Γεώργιος και Σούλα, Αθηνά και Ζαχαρίας, Μαρία, Κωνσταντίνα Σκλάβου. Τα αδέλφια: Κατίνα και Μιχάλης Παπαδάκης. Οι λοιποί συγγενείς.	[932, 238, 1130, 288]
classified-ad: ΕΝΟΙΚΙΑΖΕΤΑΙ κατάστημα ή ΠΩΛΕΙΤΑΙ επιχείρ. Κατάστημα 30τ.μ. με πατάρι. Πληρ.Τηλ: 231.569	[406, 149, 579, 181]
classified-ad: ΕΝΟΙΚΙΑΖΕΤΑΙ διαμέρισμα 3άρι καινούργιο. Πληρ.Τηλ: 261.073	[219, 253, 401, 274]
